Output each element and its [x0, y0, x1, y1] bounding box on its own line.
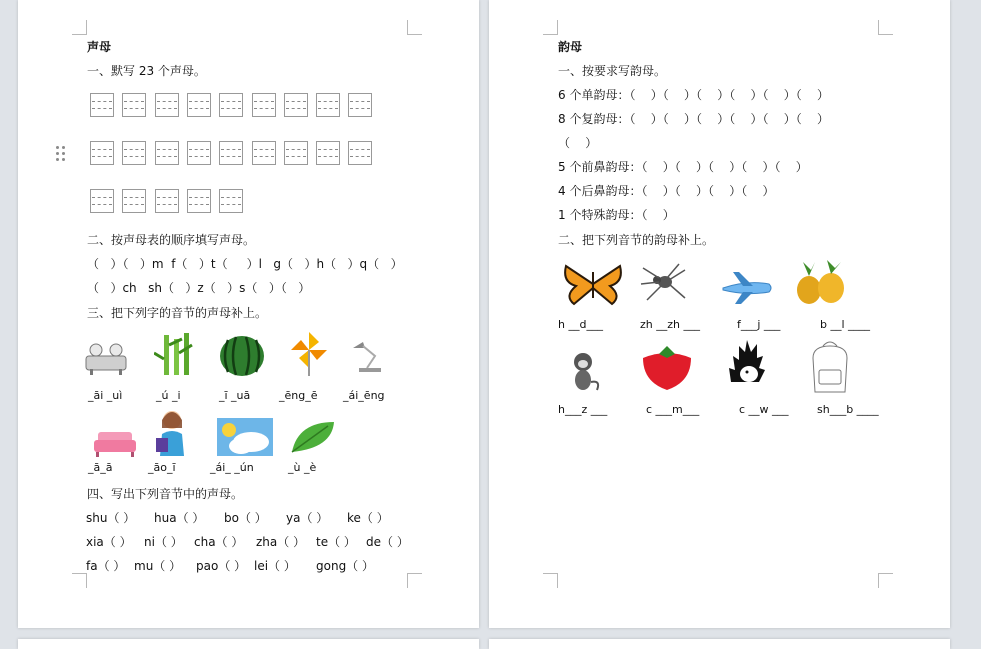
crop-mark: [543, 20, 558, 35]
writing-grid-box[interactable]: [284, 141, 308, 165]
spider-icon: [639, 262, 687, 302]
question-heading: 二、把下列音节的韵母补上。: [558, 233, 715, 247]
question-heading: 一、按要求写韵母。: [558, 64, 667, 78]
crop-mark: [407, 20, 422, 35]
fill-line: 8 个复韵母：（ ）（ ）（ ）（ ）（ ）（ ）: [558, 112, 829, 126]
teacher-icon: [152, 408, 192, 456]
writing-grid-box[interactable]: [90, 93, 114, 117]
pinyin-blank: c __w ___: [739, 403, 789, 416]
pinwheel-icon: [289, 330, 329, 376]
syllable-item: fa（ ）: [86, 559, 126, 573]
pinyin-blank: b __l ____: [820, 318, 871, 331]
sofa-icon: [92, 428, 138, 458]
pinyin-blank: h___z ___: [558, 403, 608, 416]
syllable-item: mu（ ）: [134, 559, 182, 573]
crop-mark: [407, 573, 422, 588]
writing-grid-box[interactable]: [219, 141, 243, 165]
writing-grid-box[interactable]: [187, 141, 211, 165]
cloud-sun-icon: [217, 418, 273, 456]
syllable-item: bo（ ）: [224, 511, 267, 525]
airplane-icon: [719, 268, 773, 306]
pinyin-blank: _āo_ī: [148, 461, 176, 474]
backpack-icon: [807, 340, 853, 394]
writing-grid-box[interactable]: [122, 93, 146, 117]
butterfly-icon: [562, 262, 624, 306]
next-page-edge: [18, 639, 479, 649]
pinyin-blank: h __d___: [558, 318, 603, 331]
kitchen-icon: [84, 336, 128, 376]
writing-grid-box[interactable]: [90, 141, 114, 165]
monkey-icon: [565, 350, 603, 392]
hedgehog-icon: [727, 338, 767, 392]
pineapple-icon: [793, 260, 849, 306]
fill-line: 1 个特殊韵母：（ ）: [558, 208, 675, 222]
pinyin-blank: _ái_ēng: [343, 389, 385, 402]
syllable-item: hua（ ）: [154, 511, 205, 525]
strawberry-icon: [637, 346, 697, 392]
writing-grid-box[interactable]: [219, 93, 243, 117]
syllable-item: gong（ ）: [316, 559, 374, 573]
pinyin-blank: zh __zh ___: [640, 318, 700, 331]
syllable-item: pao（ ）: [196, 559, 247, 573]
fill-line: （ ）（ ）m f（ ）t（ ）l g（ ）h（ ）q（ ）: [87, 257, 403, 271]
pinyin-blank: _ēng_ē: [279, 389, 318, 402]
syllable-item: de（ ）: [366, 535, 409, 549]
fill-line: （ ）: [558, 136, 598, 150]
pinyin-blank: _ī _uā: [219, 389, 251, 402]
question-heading: 四、写出下列音节中的声母。: [87, 487, 244, 501]
pinyin-blank: _ái_ _ún: [210, 461, 254, 474]
crop-mark: [72, 573, 87, 588]
writing-grid-box[interactable]: [155, 93, 179, 117]
writing-grid-box[interactable]: [219, 189, 243, 213]
writing-grid-box[interactable]: [316, 93, 340, 117]
pinyin-blank: f___j ___: [737, 318, 781, 331]
question-heading: 一、默写 23 个声母。: [87, 64, 206, 78]
writing-grid-box[interactable]: [252, 141, 276, 165]
writing-grid-box[interactable]: [284, 93, 308, 117]
writing-grid-box[interactable]: [155, 189, 179, 213]
crop-mark: [878, 20, 893, 35]
writing-grid-box[interactable]: [316, 141, 340, 165]
syllable-item: ya（ ）: [286, 511, 329, 525]
writing-grid-box[interactable]: [155, 141, 179, 165]
fill-line: 4 个后鼻韵母：（ ）（ ）（ ）（ ）: [558, 184, 775, 198]
pinyin-blank: _ā_ā: [88, 461, 113, 474]
crop-mark: [543, 573, 558, 588]
desk-lamp-icon: [349, 338, 393, 374]
fill-line: 6 个单韵母：（ ）（ ）（ ）（ ）（ ）（ ）: [558, 88, 829, 102]
writing-grid-box[interactable]: [348, 141, 372, 165]
writing-grid-box[interactable]: [122, 141, 146, 165]
syllable-item: te（ ）: [316, 535, 356, 549]
syllable-item: zha（ ）: [256, 535, 306, 549]
drag-handle-icon[interactable]: [56, 146, 68, 162]
page-right: [489, 0, 950, 628]
pinyin-blank: _āi _uì: [88, 389, 123, 402]
crop-mark: [878, 573, 893, 588]
syllable-item: ke（ ）: [347, 511, 389, 525]
next-page-edge: [489, 639, 950, 649]
fill-line: （ ）ch sh（ ）z（ ）s（ ）（ ）: [87, 281, 311, 295]
syllable-item: shu（ ）: [86, 511, 136, 525]
writing-grid-box[interactable]: [187, 189, 211, 213]
syllable-item: lei（ ）: [254, 559, 296, 573]
leaf-icon: [288, 418, 338, 456]
pinyin-blank: _ú _i: [156, 389, 181, 402]
pinyin-blank: c ___m___: [646, 403, 700, 416]
section-title: 韵母: [558, 40, 583, 54]
pinyin-blank: sh___b ____: [817, 403, 879, 416]
fill-line: 5 个前鼻韵母：（ ）（ ）（ ）（ ）（ ）: [558, 160, 808, 174]
syllable-item: cha（ ）: [194, 535, 244, 549]
pinyin-blank: _ù _è: [288, 461, 317, 474]
crop-mark: [72, 20, 87, 35]
question-heading: 二、按声母表的顺序填写声母。: [87, 233, 256, 247]
writing-grid-box[interactable]: [90, 189, 114, 213]
writing-grid-box[interactable]: [252, 93, 276, 117]
writing-grid-box[interactable]: [348, 93, 372, 117]
watermelon-icon: [218, 334, 266, 378]
writing-grid-box[interactable]: [122, 189, 146, 213]
question-heading: 三、把下列字的音节的声母补上。: [87, 306, 268, 320]
page-left: [18, 0, 479, 628]
syllable-item: xia（ ）: [86, 535, 132, 549]
syllable-item: ni（ ）: [144, 535, 183, 549]
bamboo-icon: [154, 333, 196, 377]
writing-grid-box[interactable]: [187, 93, 211, 117]
section-title: 声母: [87, 40, 112, 54]
